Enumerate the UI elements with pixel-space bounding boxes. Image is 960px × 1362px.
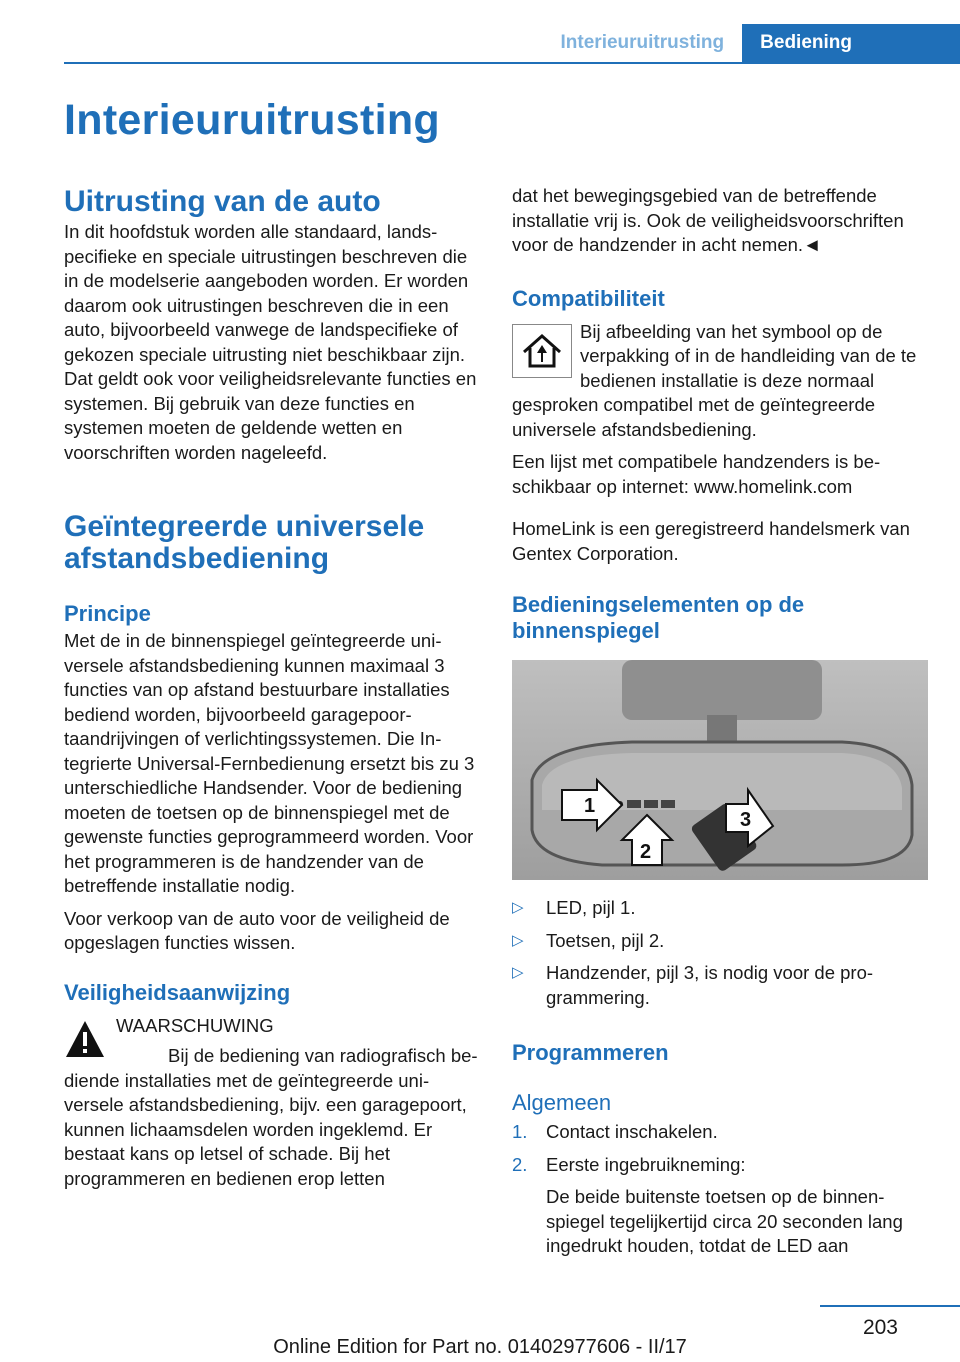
footer-rule (820, 1305, 960, 1307)
arrow-1-label: 1 (584, 795, 596, 817)
chapter-title: Interieuruitrusting (64, 96, 440, 144)
page-number: 203 (862, 1316, 898, 1339)
step-item: 2. Eerste ingebruikneming: De beide buitenste toetsen op de binnenspiegel tegelijkertijd circa 20 seconden lang ingedrukt houden, totdat de LED aan (512, 1153, 928, 1259)
heading-uitrusting: Uitrusting van de auto (64, 185, 381, 218)
heading-algemeen: Algemeen (512, 1090, 612, 1115)
header-rule (64, 62, 960, 64)
legend-item: ▷ LED, pijl 1. (512, 896, 928, 921)
heading-programmeren: Programmeren (512, 1040, 669, 1065)
arrow-3-label: 3 (740, 809, 752, 831)
step-2-detail: De beide buitenste toetsen op de binnenspiegel tegelijkertijd circa 20 seconden lang ingedrukt houden, totdat de LED aan (546, 1186, 903, 1256)
paragraph-principe: Met de in de binnenspiegel geïntegreerde universele afstandsbediening kunnen maximaal 3 functies van op afstand bestuurbare installaties bediend worden, bijvoorbeeld garagepoortaandrijvingen of verlichtingssystemen. Die Integrierte Universal-Fernbedienung ersetzt bis zu 3 unterschiedliche Handsender. Voor de bediening moeten de toetsen op de binnenspiegel met de gewenste functies geprogrammeerd worden. Voor het programmeren is de handzender van de betreffende installatie nodig. (64, 630, 475, 896)
legend-item: ▷ Toetsen, pijl 2. (512, 929, 928, 954)
paragraph-continuation: dat het bewegingsgebied van de betreffende installatie vrij is. Ook de veiligheidsvoorschriften voor de handzender in acht nemen.◄ (512, 185, 904, 255)
heading-principe: Principe (64, 601, 151, 626)
warning-text: Bij de bediening van radiografisch bediende installaties met de geïntegreerde universele afstandsbediening, bijv. een garagepoort, kunnen lichaamsdelen worden ingeklemd. Er bestaat kans op letsel of schade. Bij het programmeren en bedienen erop letten (64, 1045, 478, 1189)
arrow-2-label: 2 (640, 841, 652, 863)
heading-geintegreerde-afstandsbediening: Geïntegreerde universele afstandsbediening (64, 510, 425, 575)
homelink-compatible-icon (512, 324, 572, 378)
paragraph-lijst: Een lijst met compatibele handzenders is beschikbaar op internet: www.homelink.com (512, 451, 881, 497)
header-chapter-tab: Bediening (742, 24, 960, 62)
right-column (512, 184, 928, 1267)
paragraph-homelink: HomeLink is een geregistreerd handelsmerk van Gentex Corporation. (512, 518, 910, 564)
compat-block (512, 320, 928, 443)
mirror-photo (512, 660, 928, 880)
triangle-bullet-icon: ▷ (512, 931, 524, 949)
heading-compatibiliteit: Compatibiliteit (512, 285, 665, 311)
legend-list (512, 896, 928, 1010)
header-section-label: Interieuruitrusting (560, 32, 725, 53)
paragraph-compatibiliteit: Bij afbeelding van het symbool op de verpakking of in de handleiding van de te bedienen installatie is deze normaal gesproken compatibel met de geïntegreerde universele afstandsbediening. (512, 320, 917, 440)
footer-edition: Online Edition for Part no. 01402977606 - II/17 (273, 1336, 687, 1358)
step-list (512, 1120, 928, 1259)
legend-item: ▷ Handzender, pijl 3, is nodig voor de programmering. (512, 962, 874, 1008)
step-item: 1. Contact inschakelen. (512, 1121, 718, 1142)
paragraph-uitrusting: In dit hoofdstuk worden alle standaard, landspecifieke en speciale uitrustingen beschreven die in de modelserie aangeboden worden. Er worden daarom ook uitrustingen beschreven die in een auto, bijvoorbeeld vanwege de landspecifieke of gekozen speciale uitrusting niet beschikbaar zijn. Dat geldt ook voor veiligheidsrelevante functies en systemen. Bij gebruik van deze functies en systemen moeten de geldende wetten en voorschriften worden nageleefd. (64, 221, 477, 463)
paragraph-verkoop: Voor verkoop van de auto voor de veiligheid de opgeslagen functies wissen. (64, 907, 450, 953)
warning-title: WAARSCHUWING (116, 1014, 274, 1036)
page-header (543, 24, 960, 62)
heading-veiligheidsaanwijzing: Veiligheidsaanwijzing (64, 979, 291, 1005)
warning-block (64, 1014, 478, 1192)
left-column (64, 184, 478, 1191)
warning-triangle-icon (64, 1018, 106, 1060)
heading-bedieningselementen: Bedieningselementen op de binnenspiegel (512, 592, 805, 643)
triangle-bullet-icon: ▷ (512, 964, 524, 981)
triangle-bullet-icon: ▷ (512, 899, 524, 916)
